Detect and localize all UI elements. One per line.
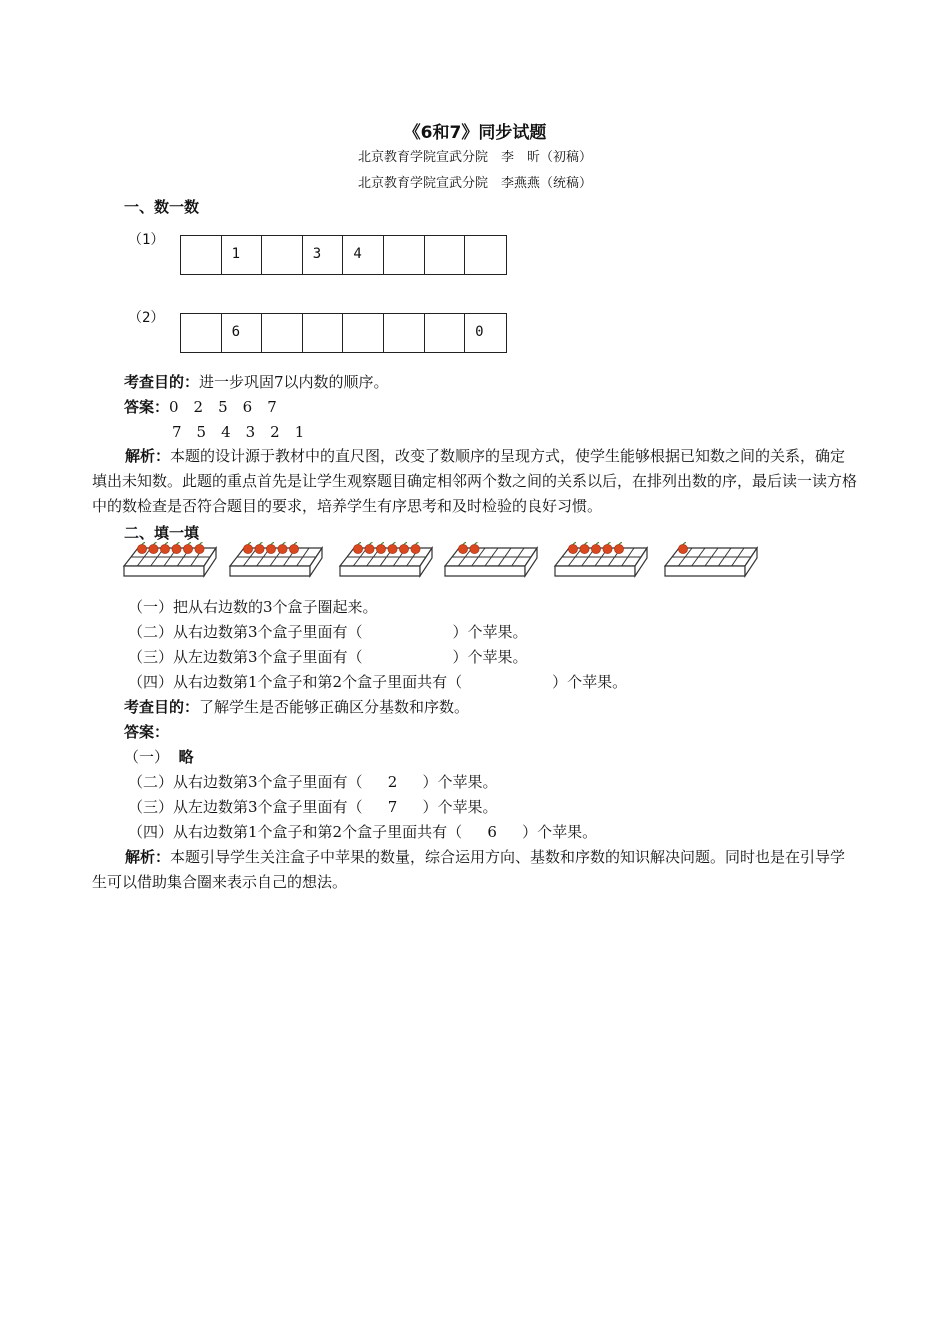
q2-number-grid [180, 313, 507, 353]
grid-cell[interactable]: 0 [475, 324, 484, 340]
answer-a1-label: （一） [124, 748, 170, 766]
fill-q3-suffix: ）个苹果。 [452, 648, 528, 666]
fill-q3 [128, 647, 528, 667]
apple-icon [365, 544, 374, 553]
grid-cell[interactable] [425, 236, 466, 274]
grid-cell[interactable] [303, 314, 344, 352]
apple-icon [614, 544, 623, 553]
apple-stem [463, 543, 466, 545]
apple-box [230, 543, 322, 577]
page-title: 《6和7》同步试题 [403, 123, 547, 143]
apple-stem [248, 543, 251, 545]
apple-stem [393, 543, 396, 545]
answer-a1-text: 略 [178, 748, 194, 766]
apple-stem [381, 543, 384, 545]
apple-stem [260, 543, 263, 545]
apple-icon [243, 544, 252, 553]
apple-icon [458, 544, 467, 553]
fill-q3-text: （三）从左边数第3个盒子里面有（ [128, 648, 363, 666]
box-front [230, 566, 310, 576]
apple-icon [289, 544, 298, 553]
apple-icon [411, 544, 420, 553]
apple-icon [603, 544, 612, 553]
grid-cell[interactable] [262, 314, 303, 352]
apple-icon [580, 544, 589, 553]
answer-a4-text: （四）从右边数第1个盒子和第2个盒子里面共有（ [128, 823, 463, 841]
apple-stem [573, 543, 576, 545]
grid-cell[interactable] [181, 314, 222, 352]
grid-cell[interactable]: 3 [303, 236, 344, 274]
grid-cell[interactable]: 4 [343, 236, 384, 274]
apple-icon [278, 544, 287, 553]
answer-row-2: 7 5 4 3 2 1 [172, 423, 305, 441]
apple-stem [154, 543, 157, 545]
apple-icon [591, 544, 600, 553]
answer-row-1: 0 2 5 6 7 [169, 398, 277, 416]
apple-boxes-illustration [120, 540, 770, 582]
apple-box [124, 543, 216, 577]
apple-icon [399, 544, 408, 553]
apple-stem [585, 543, 588, 545]
grid-cell[interactable] [465, 236, 506, 274]
answer-a3-suffix: ）个苹果。 [422, 798, 498, 816]
apple-icon [678, 544, 687, 553]
answer-a3 [128, 797, 498, 817]
apple-stem [608, 543, 611, 545]
apple-icon [255, 544, 264, 553]
apple-box [665, 543, 757, 577]
apple-box [445, 543, 537, 577]
apple-stem [142, 543, 145, 545]
q1-label: （1） [128, 232, 165, 248]
grid-cell[interactable] [262, 236, 303, 274]
apple-box [340, 543, 432, 577]
fill-q2 [128, 622, 528, 642]
apple-stem [188, 543, 191, 545]
apple-icon [183, 544, 192, 553]
apple-icon [266, 544, 275, 553]
answer-a2-suffix: ）个苹果。 [422, 773, 498, 791]
answer-label: 答案： [124, 398, 170, 416]
apple-icon [470, 544, 479, 553]
apple-icon [568, 544, 577, 553]
grid-cell[interactable] [343, 314, 384, 352]
purpose-label: 考查目的： [124, 698, 200, 716]
fill-q2-text: （二）从右边数第3个盒子里面有（ [128, 623, 363, 641]
box-front [555, 566, 635, 576]
answer-a2 [128, 772, 498, 792]
apple-stem [619, 543, 622, 545]
analysis-2 [92, 845, 857, 895]
answer-2-label: 答案： [124, 723, 170, 741]
apple-stem [177, 543, 180, 545]
apple-box [555, 543, 647, 577]
fill-q4-text: （四）从右边数第1个盒子和第2个盒子里面共有（ [128, 673, 463, 691]
answer-a4-suffix: ）个苹果。 [522, 823, 598, 841]
purpose-label: 考查目的： [124, 373, 200, 391]
q2-label: （2） [128, 310, 165, 326]
apple-icon [195, 544, 204, 553]
grid-cell[interactable] [384, 236, 425, 274]
q1-number-grid [180, 235, 507, 275]
box-front [445, 566, 525, 576]
answer-a4-value: 6 [487, 823, 497, 841]
analysis-text: 本题的设计源于教材中的直尺图，改变了数顺序的呈现方式，使学生能够根据已知数之间的关系，确定填出未知数。此题的重点首先是让学生观察题目确定相邻两个数之间的关系以后，在排列出数的序，最后读一读方格中的数检查是否符合题目的要求，培养学生有序思考和及时检验的良好习惯。 [92, 447, 858, 515]
purpose-text: 了解学生是否能够正确区分基数和序数。 [199, 698, 470, 716]
apple-stem [165, 543, 168, 545]
purpose-1 [124, 372, 389, 392]
grid-cell[interactable] [181, 236, 222, 274]
fill-q4 [128, 672, 627, 692]
grid-cell[interactable]: 6 [222, 314, 263, 352]
apple-icon [376, 544, 385, 553]
answer-a4 [128, 822, 597, 842]
answer-1 [124, 397, 277, 417]
apple-icon [160, 544, 169, 553]
box-front [124, 566, 204, 576]
answer-a3-text: （三）从左边数第3个盒子里面有（ [128, 798, 363, 816]
apple-stem [404, 543, 407, 545]
apple-stem [683, 543, 686, 545]
author-line-1: 北京教育学院宣武分院 李 昕（初稿） [357, 150, 592, 165]
box-front [665, 566, 745, 576]
apple-stem [271, 543, 274, 545]
apple-stem [596, 543, 599, 545]
answer-a3-value: 7 [387, 798, 398, 816]
answer-a1 [124, 747, 194, 767]
box-front [340, 566, 420, 576]
analysis-label: 解析： [125, 848, 171, 866]
grid-cell[interactable] [425, 314, 466, 352]
section-1-heading: 一、数一数 [124, 198, 200, 216]
grid-cell[interactable] [384, 314, 425, 352]
fill-q2-suffix: ）个苹果。 [452, 623, 528, 641]
analysis-1 [92, 444, 857, 519]
answer-a2-text: （二）从右边数第3个盒子里面有（ [128, 773, 363, 791]
fill-q1: （一）把从右边数的3个盒子圈起来。 [128, 598, 378, 616]
analysis-text: 本题引导学生关注盒子中苹果的数量，综合运用方向、基数和序数的知识解决问题。同时也是在引导学生可以借助集合圈来表示自己的想法。 [92, 848, 846, 891]
answer-a2-value: 2 [387, 773, 398, 791]
author-line-2: 北京教育学院宣武分院 李燕燕（统稿） [357, 176, 592, 191]
apple-icon [137, 544, 146, 553]
purpose-2 [124, 697, 469, 717]
apple-stem [358, 543, 361, 545]
apple-stem [370, 543, 373, 545]
apple-stem [416, 543, 419, 545]
fill-q4-suffix: ）个苹果。 [552, 673, 628, 691]
apple-stem [294, 543, 297, 545]
apple-stem [200, 543, 203, 545]
apple-icon [388, 544, 397, 553]
apple-icon [353, 544, 362, 553]
analysis-label: 解析： [125, 447, 171, 465]
grid-cell[interactable]: 1 [222, 236, 263, 274]
apple-icon [172, 544, 181, 553]
apple-stem [283, 543, 286, 545]
apple-icon [149, 544, 158, 553]
purpose-text: 进一步巩固7以内数的顺序。 [199, 373, 389, 391]
apple-stem [475, 543, 478, 545]
section-2-heading: 二、填一填 [124, 524, 200, 542]
